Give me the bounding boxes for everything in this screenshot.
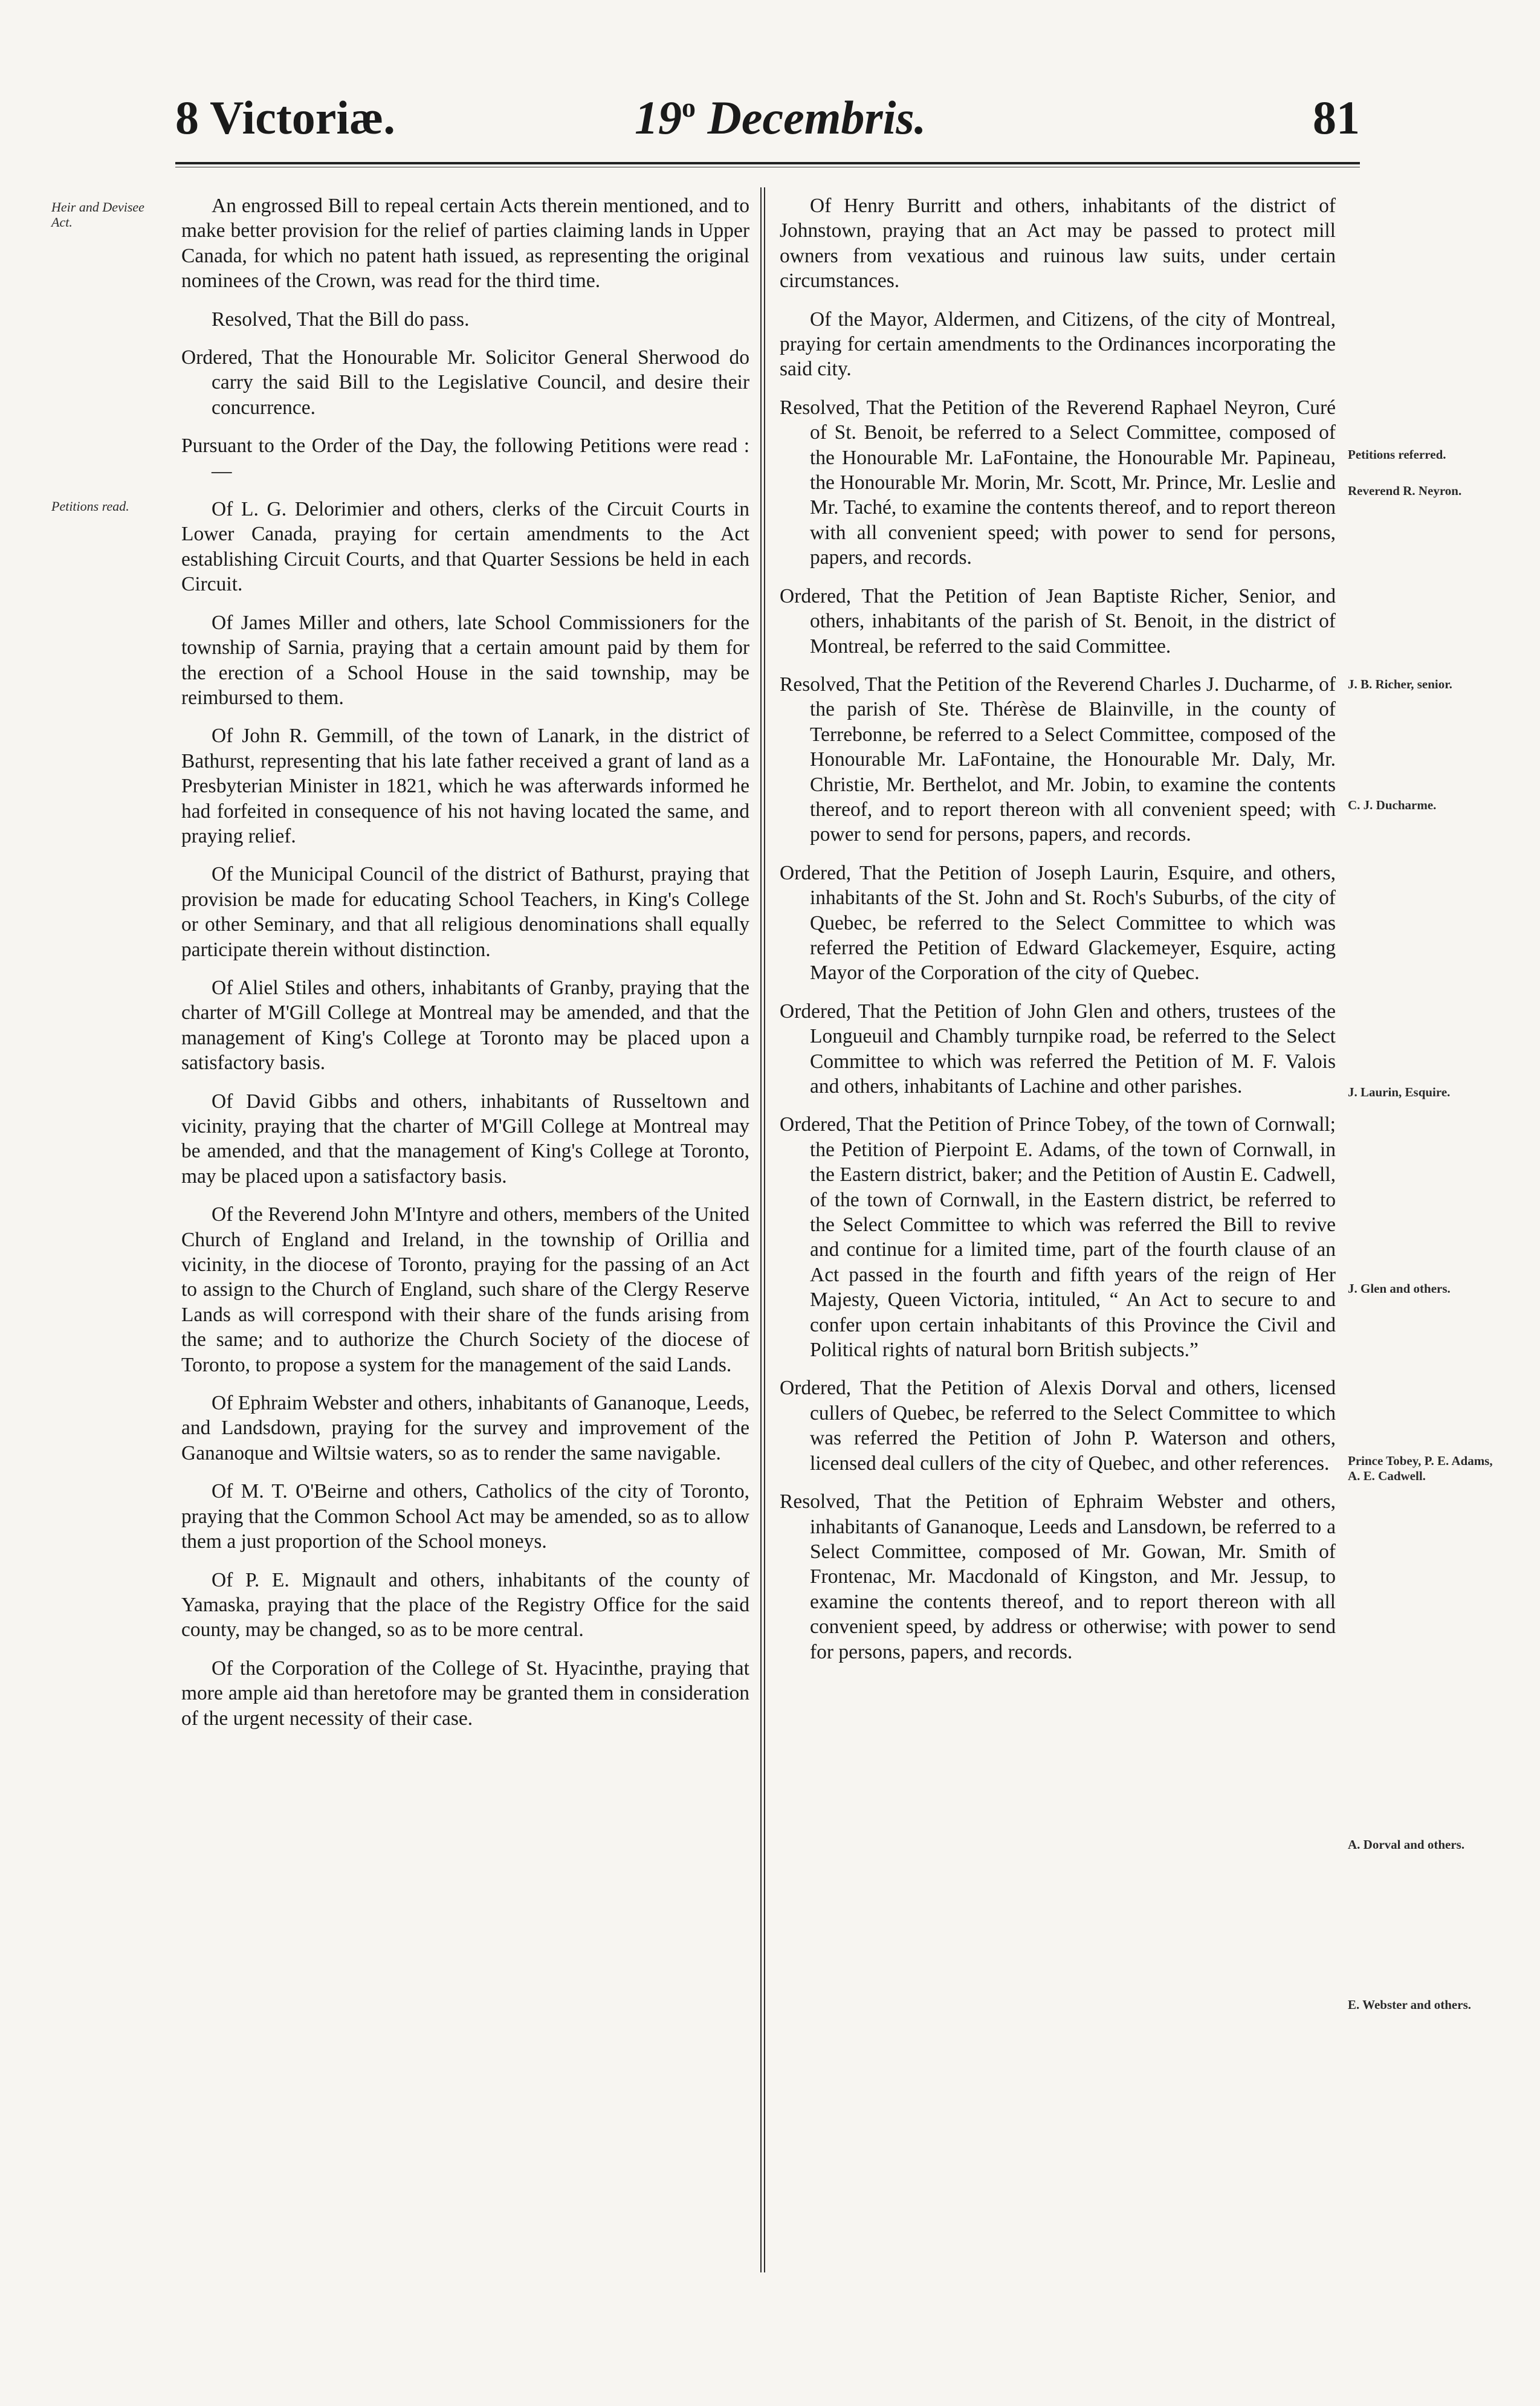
- header-date: [635, 91, 926, 145]
- margin-note-webster: E. Webster and others.: [1348, 1997, 1471, 2012]
- petition-gemmill: Of John R. Gemmill, of the town of Lanark, in the district of Bathurst, representing that his late father received a grant of land as a Presbyterian Minister in 1821, which he was afterwards informed he had forfeited in consequence of his not having located the same, and praying relief.: [181, 725, 749, 847]
- margin-note-petitions-referred: Petitions referred.: [1348, 447, 1446, 462]
- petition-st-hyacinthe: Of the Corporation of the College of St. Hyacinthe, praying that more ample aid than heretofore may be granted them in consideration of the urgent necessity of their case.: [181, 1657, 749, 1730]
- margin-note-neyron: Reverend R. Neyron.: [1348, 483, 1462, 498]
- left-column: [181, 193, 749, 1744]
- paragraph-resolved-pass: Resolved, That the Bill do pass.: [212, 308, 470, 331]
- running-header: [175, 91, 1360, 157]
- margin-note-tobey: Prince Tobey, P. E. Adams, A. E. Cadwell.: [1348, 1454, 1493, 1483]
- paragraph-ordered-carry-bill: Ordered, That the Honourable Mr. Solicitor General Sherwood do carry the said Bill to the Legislative Council, and desire their concurrence.: [181, 346, 749, 419]
- margin-note-laurin: J. Laurin, Esquire.: [1348, 1085, 1451, 1099]
- resolution-webster: Resolved, That the Petition of Ephraim Webster and others, inhabitants of Gananoque, Leeds and Lansdown, be referred to a Select Committee, composed of Mr. Gowan, Mr. Smith of Frontenac, Mr. Macdonald of Kingston, and Mr. Jessup, to examine the contents thereof, and to report thereon with all convenient speed, by address or otherwise; with power to send for persons, papers, and records.: [780, 1490, 1336, 1663]
- header-rule: [175, 162, 1360, 164]
- paragraph-bill-third-reading: An engrossed Bill to repeal certain Acts therein mentioned, and to make better provision for the relief of parties claiming lands in Upper Canada, for which no patent hath issued, as representing the original nominees of the Crown, was read for the third time.: [181, 195, 749, 293]
- paragraph-petitions-read: Pursuant to the Order of the Day, the following Petitions were read :—: [181, 435, 749, 482]
- column-divider: [760, 187, 762, 2272]
- order-glen: Ordered, That the Petition of John Glen and others, trustees of the Longueuil and Chambly turnpike road, be referred to the Select Committee to which was referred the Petition of M. F. Valois and others, inhabitants of Lachine and other parishes.: [780, 1000, 1336, 1098]
- petition-mignault: Of P. E. Mignault and others, inhabitants of the county of Yamaska, praying that the place of the Registry Office for the said county, may be changed, so as to be more central.: [181, 1568, 749, 1641]
- margin-note-glen: J. Glen and others.: [1348, 1281, 1451, 1296]
- margin-note-dorval: A. Dorval and others.: [1348, 1837, 1465, 1852]
- petition-obeirne: Of M. T. O'Beirne and others, Catholics of the city of Toronto, praying that the Common School Act may be amended, so as to allow them a just proportion of the School moneys.: [181, 1480, 749, 1553]
- order-laurin: Ordered, That the Petition of Joseph Laurin, Esquire, and others, inhabitants of the St. John and St. Roch's Suburbs, of the city of Quebec, be referred to the Select Committee to which was referred the Petition of Edward Glackemeyer, Esquire, acting Mayor of the Corporation of the city of Quebec.: [780, 861, 1336, 985]
- header-day: 19: [635, 91, 682, 144]
- right-column: [780, 193, 1336, 1678]
- petition-bathurst-council: Of the Municipal Council of the district of Bathurst, praying that provision be made for educating School Teachers, in King's College or other Seminary, and that all religious denominations shall equally participate therein without distinction.: [181, 863, 749, 961]
- resolution-neyron: Resolved, That the Petition of the Reverend Raphael Neyron, Curé of St. Benoit, be referred to a Select Committee, composed of the Honourable Mr. LaFontaine, the Honourable Mr. Papineau, the Honourable Mr. Morin, Mr. Scott, Mr. Prince, Mr. Leslie and Mr. Taché, to examine the contents thereof, and to report thereon with all convenient speed; with power to send for persons, papers, and records.: [780, 396, 1336, 569]
- petition-mintyre: Of the Reverend John M'Intyre and others, members of the United Church of England and Ireland, in the township of Orillia and vicinity, in the diocese of Toronto, praying for the passing of an Act to assign to the Church of England, such share of the Clergy Reserve Lands as will correspond with their share of the funds arising from the same; and to authorize the Church Society of the diocese of Toronto, to propose a system for the management of the said Lands.: [181, 1203, 749, 1376]
- petition-delorimier: Of L. G. Delorimier and others, clerks of the Circuit Courts in Lower Canada, praying for certain amendments to the Act establishing Circuit Courts, and that Quarter Sessions be held in each Circuit.: [181, 498, 749, 596]
- petition-gibbs: Of David Gibbs and others, inhabitants of Russeltown and vicinity, praying that the charter of M'Gill College at Montreal may be amended, and that the management of King's College at Toronto, may be placed upon a satisfactory basis.: [181, 1090, 749, 1188]
- page-number: 81: [1313, 91, 1360, 144]
- petition-webster-left: Of Ephraim Webster and others, inhabitants of Gananoque, Leeds, and Landsdown, praying for the survey and improvement of the Gananoque and Wiltsie waters, so as to render the same navigable.: [181, 1392, 749, 1464]
- petition-miller: Of James Miller and others, late School Commissioners for the township of Sarnia, praying that a certain amount paid by them for the erection of a School House in the said township, may be reimbursed to them.: [181, 611, 749, 709]
- column-divider-second: [764, 187, 765, 2272]
- order-richer: Ordered, That the Petition of Jean Baptiste Richer, Senior, and others, inhabitants of the parish of St. Benoit, in the district of Montreal, be referred to the said Committee.: [780, 584, 1336, 658]
- margin-note-richer: J. B. Richer, senior.: [1348, 677, 1452, 691]
- header-day-suffix: o: [682, 92, 696, 123]
- order-tobey: Ordered, That the Petition of Prince Tobey, of the town of Cornwall; the Petition of Pierpoint E. Adams, of the town of Cornwall, in the Eastern district, baker; and the Petition of Austin E. Cadwell, of the town of Cornwall, in the Eastern district, be referred to the Select Committee to which was referred the Bill to revive and continue for a limited time, part of the fourth clause of an Act passed in the fourth and fifth years of the reign of Her Majesty, Queen Victoria, intituled, “ An Act to secure to and confer upon certain inhabitants of this Province the Civil and Political rights of natural born British subjects.”: [780, 1113, 1336, 1362]
- petition-stiles: Of Aliel Stiles and others, inhabitants of Granby, praying that the charter of M'Gill College at Montreal may be amended, and that the management of King's College at Toronto may be placed upon a satisfactory basis.: [181, 976, 749, 1075]
- margin-note-petitions-read: Petitions read.: [51, 499, 129, 514]
- petition-burritt: Of Henry Burritt and others, inhabitants of the district of Johnstown, praying that an Act may be passed to protect mill owners from vexatious and ruinous law suits, under certain circumstances.: [780, 195, 1336, 293]
- resolution-ducharme: Resolved, That the Petition of the Reverend Charles J. Ducharme, of the parish of Ste. Thérèse de Blainville, in the county of Terrebonne, be referred to a Select Committee, composed of the Honourable Mr. LaFontaine, the Honourable Mr. Daly, Mr. Christie, Mr. Berthelot, and Mr. Jobin, to examine the contents thereof, and to report thereon with all convenient speed; with power to send for persons, papers, and records.: [780, 673, 1336, 846]
- margin-note-heir-devisee: Heir and Devisee Act.: [51, 199, 144, 230]
- order-dorval: Ordered, That the Petition of Alexis Dorval and others, licensed cullers of Quebec, be referred to the Select Committee to which was referred the Petition of John P. Waterson and others, licensed deal cullers of the city of Quebec, and other references.: [780, 1377, 1336, 1475]
- margin-note-ducharme: C. J. Ducharme.: [1348, 798, 1437, 812]
- petition-montreal-mayor: Of the Mayor, Aldermen, and Citizens, of the city of Montreal, praying for certain amendments to the Ordinances incorporating the said city.: [780, 308, 1336, 381]
- regnal-year: 8 Victoriæ.: [175, 91, 395, 144]
- header-month: Decembris.: [707, 91, 927, 144]
